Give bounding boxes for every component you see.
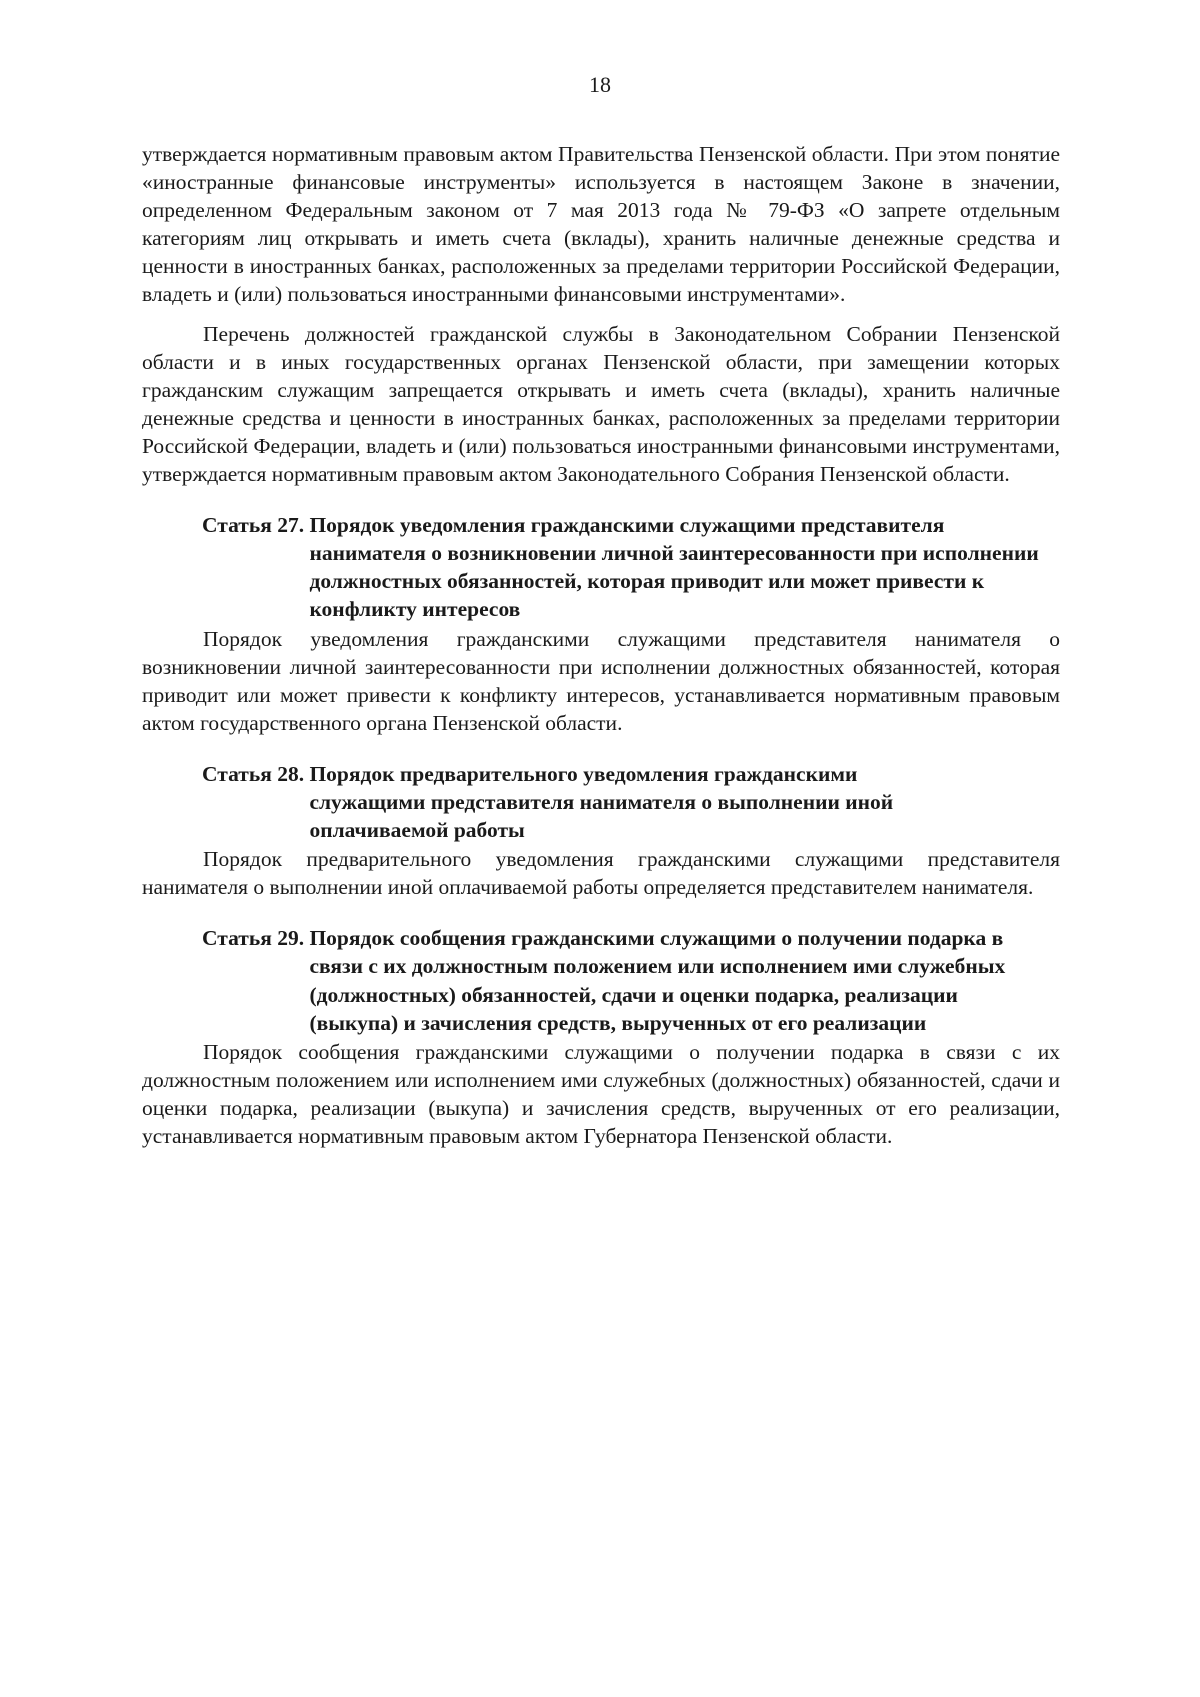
article-title: Порядок сообщения гражданскими служащими о получении подарка в связи с их должностным положением или исполнением ими служебных (должностных) обязанностей, сдачи и оценки подарка, реализации (выкупа) и зачисления средств, вырученных от его реализации [309,926,1006,1035]
paragraph: Перечень должностей гражданской службы в Законодательном Собрании Пензенской области и в иных государственных органах Пензенской области, при замещении которых гражданским служащим запрещается открывать и иметь счета (вклады), хранить наличные денежные средства и ценности в иностранных банках, расположенных за пределами территории Российской Федерации, владеть и (или) пользоваться иностранными финансовыми инструментами, утверждается нормативным правовым актом Законодательного Собрания Пензенской области. [142,321,1060,487]
article-text-28: Порядок предварительного уведомления гражданскими служащими представителя нанимателя о выполнении иной оплачиваемой работы определяется представителем нанимателя. [142,847,1060,900]
article-title: Порядок уведомления гражданскими служащими представителя нанимателя о возникновении личной заинтересованности при исполнении должностных обязанностей, которая приводит или может привести к конфликту интересов [309,513,1039,622]
article-heading-27 [202,511,1060,623]
paragraph-continuation: утверждается нормативным правовым актом Правительства Пензенской области. При этом понятие «иностранные финансовые инструменты» используется в настоящем Законе в значении, определенном Федеральным законом от 7 мая 2013 года № 79-ФЗ «О запрете отдельным категориям лиц открывать и иметь счета (вклады), хранить наличные денежные средства и ценности в иностранных банках, расположенных за пределами территории Российской Федерации, владеть и (или) пользоваться иностранными финансовыми инструментами». [142,142,1060,307]
article-title: Порядок предварительного уведомления гражданскими служащими представителя нанимателя о выполнении иной оплачиваемой работы [309,761,894,843]
article-number: Статья 27. [202,513,310,538]
article-number: Статья 28. [202,761,310,786]
document-body [142,140,1060,1150]
article-number: Статья 29. [202,926,310,951]
article-text-29: Порядок сообщения гражданскими служащими о получении подарка в связи с их должностным положением или исполнением ими служебных (должностных) обязанностей, сдачи и оценки подарка, реализации (выкупа) и зачисления средств, вырученных от его реализации, устанавливается нормативным правовым актом Губернатора Пензенской области. [142,1039,1060,1148]
article-heading-28 [202,760,1060,844]
article-text-27: Порядок уведомления гражданскими служащими представителя нанимателя о возникновении личной заинтересованности при исполнении должностных обязанностей, которая приводит или может привести к конфликту интересов, устанавливается нормативным правовым актом государственного органа Пензенской области. [142,626,1060,735]
article-heading-29 [202,924,1060,1036]
page-number: 18 [589,72,611,97]
